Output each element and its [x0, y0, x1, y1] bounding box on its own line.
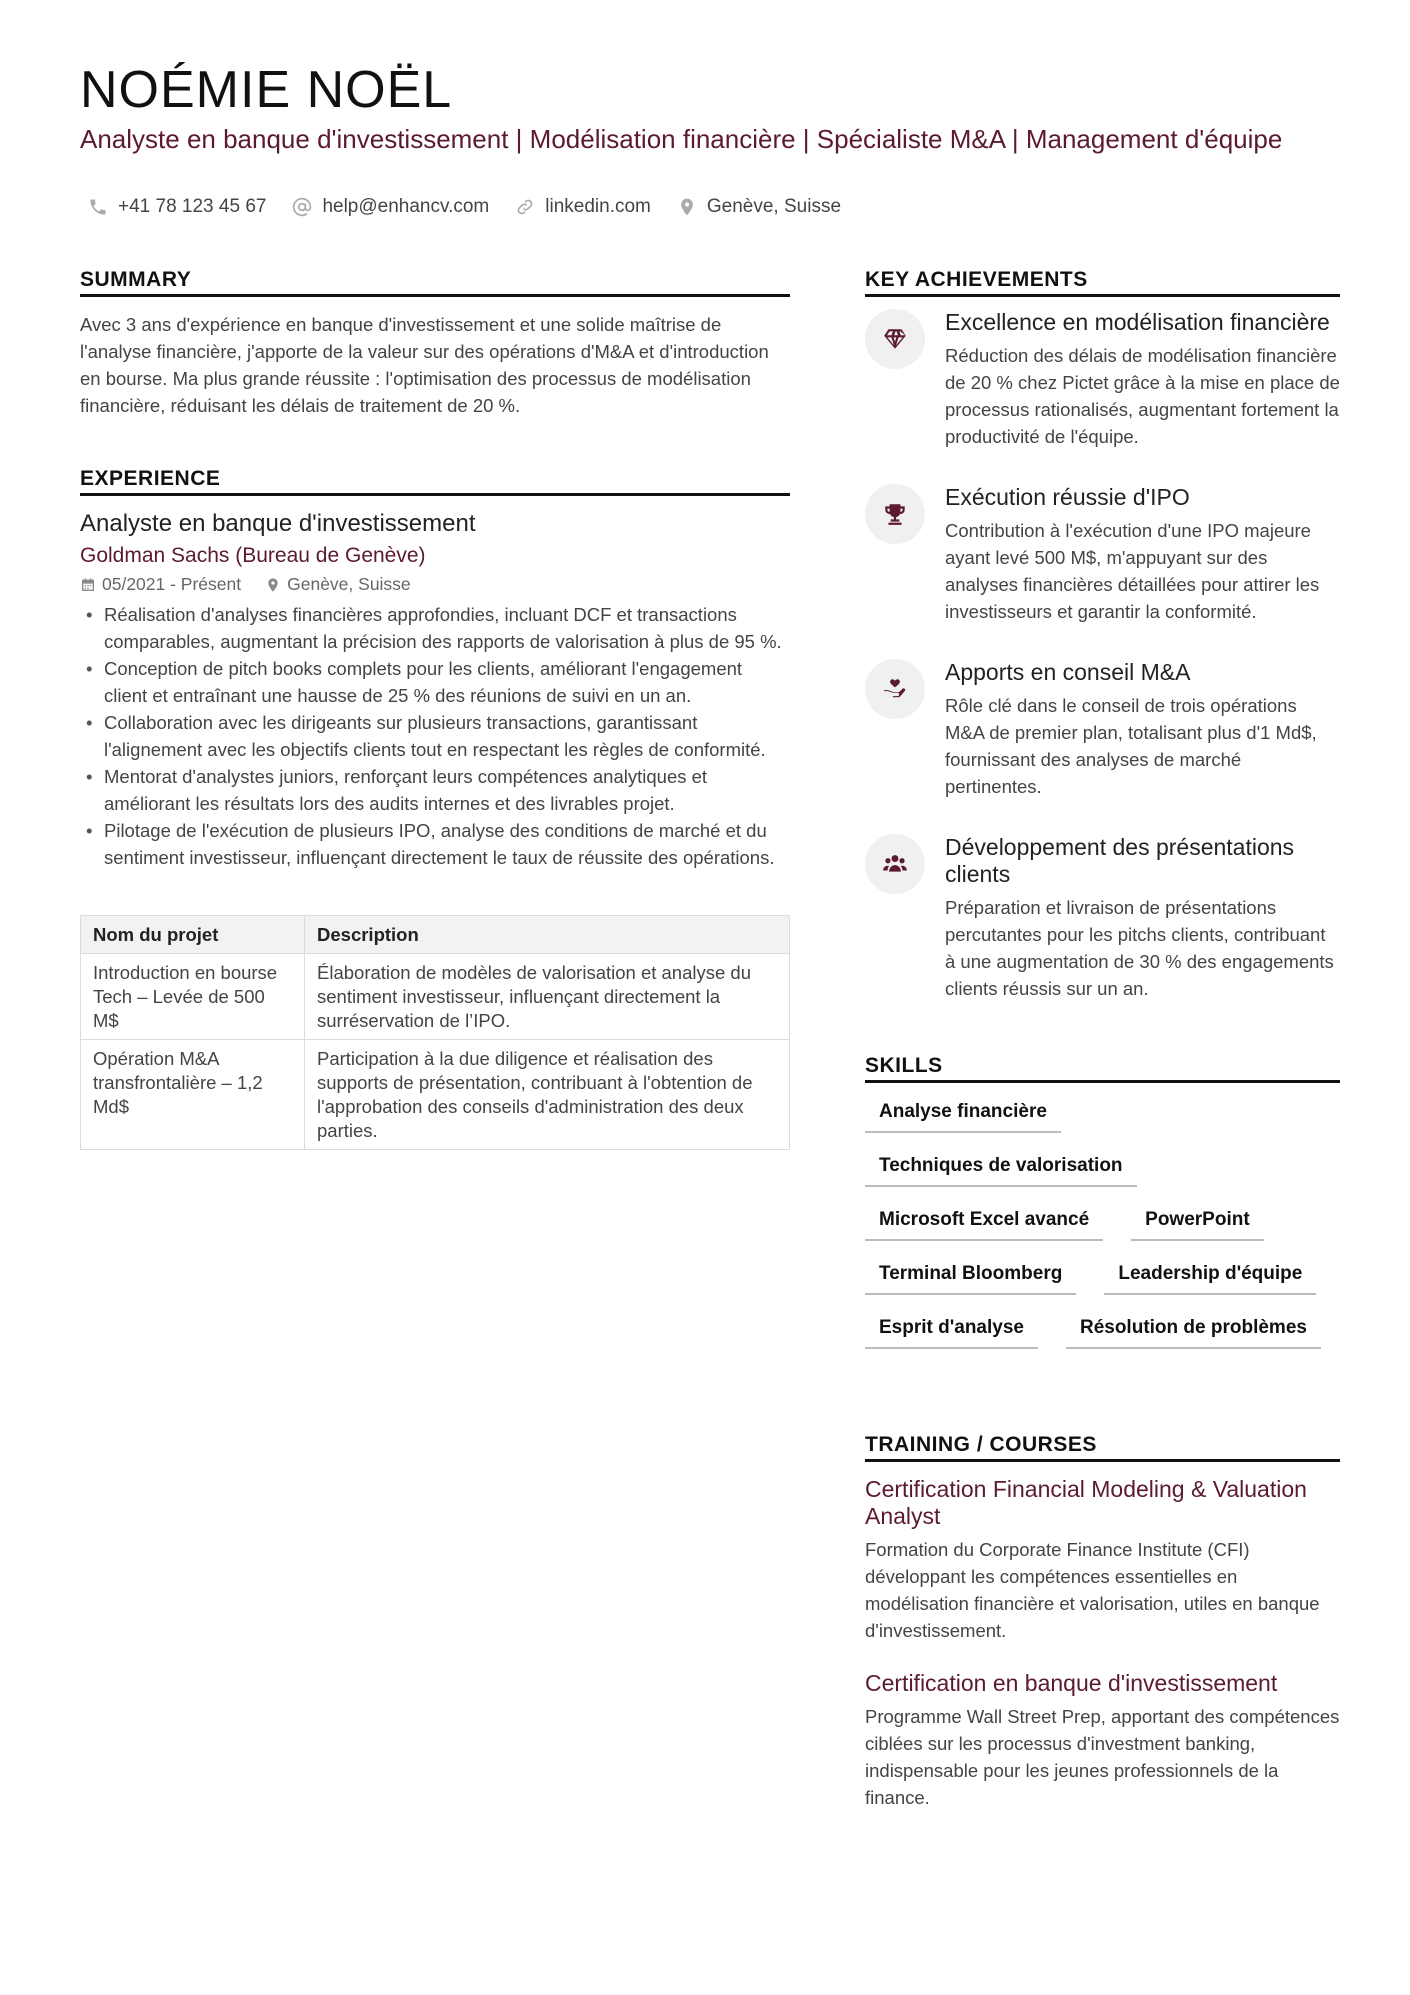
achievement-description: Contribution à l'exécution d'une IPO majeure ayant levé 500 M$, m'appuyant sur des analyses financières détaillées pour attirer les investisseurs et garantir la conformité. [945, 520, 1320, 622]
job-bullets [80, 601, 790, 871]
table-row [81, 954, 790, 1040]
location-pin-icon [265, 577, 281, 593]
skill-tag: Leadership d'équipe [1104, 1259, 1316, 1295]
left-column [80, 268, 790, 1150]
projects-table [80, 915, 790, 1150]
achievement-description: Rôle clé dans le conseil de trois opérations M&A de premier plan, totalisant plus d'1 Md$, fournissant des analyses de marché pertinentes. [945, 695, 1317, 797]
contact-phone [88, 196, 266, 218]
summary-text: Avec 3 ans d'expérience en banque d'investissement et une solide maîtrise de l'analyse financière, j'apporte de la valeur sur des opérations d'M&A et d'introduction en bourse. Ma plus grande réussite : l'optimisation des processus de modélisation financière, réduisant les délais de traitement de 20 %. [80, 314, 769, 416]
achievement-item [865, 484, 1340, 625]
skill-tag: Résolution de problèmes [1066, 1313, 1321, 1349]
contact-email[interactable] [292, 196, 489, 218]
linkedin-link[interactable]: linkedin.com [545, 196, 651, 217]
list-item: • Collaboration avec les dirigeants sur plusieurs transactions, garantissant l'alignement avec les objectifs clients tout en respectant les règles de conformité. [80, 709, 790, 763]
at-sign-icon [292, 197, 312, 217]
experience-heading: EXPERIENCE [80, 467, 790, 496]
course-title: Certification Financial Modeling & Valuation Analyst [865, 1476, 1307, 1529]
phone-text: +41 78 123 45 67 [118, 196, 267, 217]
achievement-icon-badge [865, 659, 925, 719]
column-header: Description [305, 916, 790, 954]
achievement-icon-badge [865, 834, 925, 894]
achievement-description: Préparation et livraison de présentations percutantes pour les pitchs clients, contribuant à une augmentation de 30 % des engagements clients réussis sur un an. [945, 897, 1334, 999]
achievement-body [945, 834, 1340, 1002]
job-meta [80, 574, 790, 595]
link-icon [515, 197, 535, 217]
location-text: Genève, Suisse [706, 196, 842, 217]
contact-bar [88, 196, 841, 218]
achievement-icon-badge [865, 484, 925, 544]
job-location-text: Genève, Suisse [287, 574, 411, 594]
achievement-body [945, 484, 1340, 625]
skills-heading: SKILLS [865, 1054, 1340, 1083]
skill-tag: Microsoft Excel avancé [865, 1205, 1103, 1241]
course-description: Programme Wall Street Prep, apportant des compétences ciblées sur les processus d'investment banking, indispensable pour les jeunes professionnels de la finance. [865, 1706, 1340, 1808]
summary-heading: SUMMARY [80, 268, 790, 297]
diamond-icon [882, 326, 908, 352]
achievement-item [865, 834, 1340, 1002]
achievements-heading: KEY ACHIEVEMENTS [865, 268, 1340, 297]
training-heading: TRAINING / COURSES [865, 1433, 1340, 1462]
table-cell: Élaboration de modèles de valorisation et analyse du sentiment investisseur, influençant directement la surréservation de l’IPO. [305, 954, 790, 1040]
achievement-title: Développement des présentations clients [945, 834, 1295, 887]
achievement-icon-badge [865, 309, 925, 369]
achievement-body [945, 659, 1340, 800]
skill-tag: PowerPoint [1131, 1205, 1264, 1241]
job-location [265, 574, 411, 595]
achievement-title: Exécution réussie d'IPO [945, 484, 1190, 510]
headline: Analyste en banque d'investissement | Modélisation financière | Spécialiste M&A | Management d'équipe [80, 124, 1283, 154]
skill-tag: Esprit d'analyse [865, 1313, 1038, 1349]
skills-list [865, 1097, 1340, 1349]
users-icon [882, 851, 908, 877]
list-item: • Conception de pitch books complets pour les clients, améliorant l'engagement client et entraînant une hausse de 25 % des réunions de suivi en un an. [80, 655, 790, 709]
calendar-icon [80, 577, 96, 593]
list-item: • Mentorat d'analystes juniors, renforçant leurs compétences analytiques et améliorant les résultats lors des audits internes et des livrables projet. [80, 763, 790, 817]
achievement-item [865, 659, 1340, 800]
list-item: • Réalisation d'analyses financières approfondies, incluant DCF et transactions comparables, augmentant la précision des rapports de valorisation à plus de 95 %. [80, 601, 790, 655]
skill-tag: Techniques de valorisation [865, 1151, 1137, 1187]
contact-linkedin[interactable] [515, 196, 651, 218]
company-name: Goldman Sachs (Bureau de Genève) [80, 544, 426, 567]
location-pin-icon [677, 197, 697, 217]
table-cell: Introduction en bourse Tech – Levée de 500 M$ [81, 954, 305, 1040]
trophy-icon [882, 501, 908, 527]
contact-location [677, 196, 841, 218]
achievement-description: Réduction des délais de modélisation financière de 20 % chez Pictet grâce à la mise en place de processus rationalisés, augmentant fortement la productivité de l'équipe. [945, 345, 1340, 447]
skill-tag: Analyse financière [865, 1097, 1061, 1133]
skill-tag: Terminal Bloomberg [865, 1259, 1076, 1295]
candidate-name: NOÉMIE NOËL [80, 61, 453, 119]
table-header-row [81, 916, 790, 954]
achievement-title: Apports en conseil M&A [945, 659, 1191, 685]
table-row [81, 1040, 790, 1150]
phone-icon [88, 197, 108, 217]
list-item: • Pilotage de l'exécution de plusieurs IPO, analyse des conditions de marché et du sentiment investisseur, influençant directement le taux de réussite des opérations. [80, 817, 790, 871]
achievement-title: Excellence en modélisation financière [945, 309, 1330, 335]
job-dates [80, 574, 241, 595]
hand-heart-icon [882, 676, 908, 702]
right-column [865, 268, 1340, 1837]
column-header: Nom du projet [81, 916, 305, 954]
achievement-body [945, 309, 1340, 450]
course-description: Formation du Corporate Finance Institute (CFI) développant les compétences essentielles en modélisation financière et valorisation, utiles en banque d'investissement. [865, 1539, 1320, 1641]
achievement-item [865, 309, 1340, 450]
job-title: Analyste en banque d'investissement [80, 510, 476, 537]
table-cell: Opération M&A transfrontalière – 1,2 Md$ [81, 1040, 305, 1150]
course-title: Certification en banque d'investissement [865, 1670, 1278, 1696]
table-cell: Participation à la due diligence et réalisation des supports de présentation, contribuant à l'obtention de l'approbation des conseils d'administration des deux parties. [305, 1040, 790, 1150]
email-link[interactable]: help@enhancv.com [322, 196, 490, 217]
job-dates-text: 05/2021 - Présent [102, 574, 242, 594]
